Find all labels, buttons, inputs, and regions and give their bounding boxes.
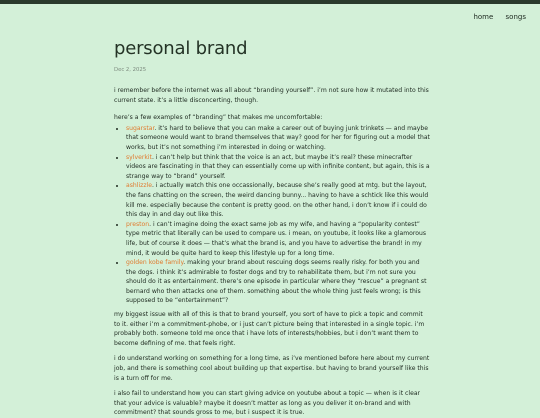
list-item <box>126 124 430 153</box>
example-link[interactable]: ashlizzle <box>126 182 152 190</box>
example-text: . it’s hard to believe that you can make a career out of buying junk trinkets — and maybe that someone would want to brand themselves that way? good for her for figuring out a model that works, but it’s not something i’m interested in doing or watching. <box>126 124 430 151</box>
example-text: . making your brand about rescuing dogs seems really risky. for both you and the dogs. i think it’s admirable to foster dogs and try to rehabilitate them, but i’m not sure you should do it as entertainment. there’s one episode in particular where they “rescue” a pregnant st bernard who then attacks one of them. something about the whole thing just feels wrong; is this supposed to be “entertainment”? <box>126 259 427 305</box>
site-nav <box>463 13 526 21</box>
example-link[interactable]: sugarstar <box>126 124 155 132</box>
list-item <box>126 220 430 258</box>
intro-paragraph: i remember before the internet was all about “branding yourself”. i’m not sure how it mutated into this current state. it’s a little disconcerting, though. <box>114 87 429 104</box>
advice-paragraph: i also fail to understand how you can start giving advice on youtube about a topic — when is it clear that your advice is valuable? maybe it doesn’t matter as long as you deliver it on-brand and with commitment? that sounds gross to me, but i suspect it is true. <box>114 390 421 417</box>
list-intro: here’s a few examples of “branding” that makes me uncomfortable: <box>114 114 323 122</box>
nav-songs-link[interactable]: songs <box>505 13 526 21</box>
post-title: personal brand <box>114 38 248 59</box>
example-link[interactable]: golden kobe family <box>126 259 184 267</box>
list-item <box>126 258 430 306</box>
issue-paragraph: my biggest issue with all of this is that to brand yourself, you sort of have to pick a topic and commit to it. either i’m a commitment-phobe, or i just can’t picture being that interested in a single topic. i’m probably both. someone told me once that i have lots of interests/hobbies, but i don’t want them to become defining of me. that feels right. <box>114 311 425 347</box>
nav-home-link[interactable]: home <box>473 13 494 21</box>
example-link[interactable]: preston <box>126 220 150 228</box>
understand-paragraph: i do understand working on something for a long time, as i’ve mentioned before here about my current job, and there is something cool about building up that expertise. but having to brand yourself like this is a turn off for me. <box>114 355 430 382</box>
example-text: . i can’t imagine doing the exact same job as my wife, and having a “popularity contest” type metric that literally can be used to compare us. i mean, on youtube, it looks like a glamorous life, but of course it does — that’s what the brand is, and you have to advertise the brand! in my mind, it would be quite hard to keep this lifestyle up for a long time. <box>126 220 426 257</box>
post-article <box>114 38 430 418</box>
examples-list <box>114 124 430 306</box>
post-date: Dec 2, 2025 <box>114 67 147 73</box>
example-text: . i actually watch this one occassionally, because she’s really good at mtg. but the layout, the fans chatting on the screen, the weird dancing bunny... having to have a schtick like this would kill me. especially because the content is pretty good. on the other hand, i don’t know if i could do this day in and day out like this. <box>126 182 429 219</box>
top-bar <box>0 0 540 28</box>
example-link[interactable]: sylverkit <box>126 153 152 161</box>
list-item <box>126 181 430 219</box>
list-item <box>126 153 430 182</box>
example-text: . i can’t help but think that the voice is an act, but maybe it’s real? these minecrafter videos are fascinating in that they can essentially come up with infinite content, but again, this is a strange way to “brand” yourself. <box>126 153 430 180</box>
